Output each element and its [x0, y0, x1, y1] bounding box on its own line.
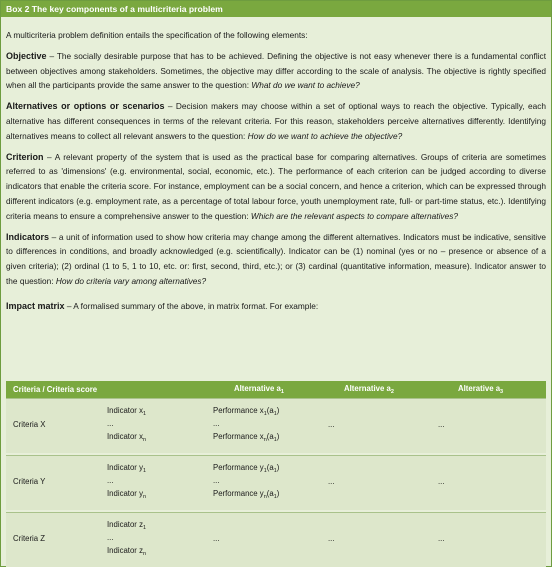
box-title: Box 2 The key components of a multicriteria problem — [1, 1, 551, 17]
indicator-first: Indicator $z_1$ — [107, 520, 147, 531]
header-alternative-2: Alternative $a_2$ — [344, 384, 394, 395]
matrix-row-criteria-y — [6, 455, 546, 510]
section-question: How do criteria vary among alternatives? — [55, 275, 207, 286]
section-body: – The socially desirable purpose that has to be achieved. Defining the objective is not easy whenever there is a fundamental conflict between objectives among stakeholders. Sometimes, the objective may differ according to the scale of analysis. The objective is rightly specified when all the participants provide the same answer to the question: — [6, 50, 546, 91]
section-alternatives — [6, 99, 546, 143]
section-body: – Decision makers may choose within a set of optional ways to reach the objective. Typically, each alternative has different consequences in terms of the relevant criteria. For this reason, stakeholders perceive alternatives differently. Identifying alternatives means to collect all relevant answers to the question: — [6, 101, 546, 141]
indicator-first: Indicator $y_1$ — [107, 463, 147, 474]
matrix-row-criteria-x — [6, 398, 546, 453]
intro-text: A multicriteria problem definition entails the specification of the following elements: — [6, 30, 308, 40]
matrix-header-row — [6, 381, 546, 398]
section-question: How do we want to achieve the objective? — [247, 130, 403, 141]
header-criteria: Criteria / Criteria score — [13, 385, 98, 394]
performance-ellipsis: ... — [213, 476, 220, 485]
indicator-last: Indicator $z_n$ — [107, 546, 147, 557]
term-objective: Objective — [6, 50, 47, 61]
term-indicators: Indicators — [6, 231, 50, 242]
section-impact-matrix — [6, 299, 546, 314]
performance-ellipsis: ... — [213, 419, 220, 428]
alt2-ellipsis: ... — [328, 477, 335, 486]
performance-last: Performance $x_n(a_1)$ — [213, 432, 280, 443]
section-body: – a unit of information used to show how criteria may change among the different alternatives. Indicators must be indicative, sensitive to differences in conditions, and broadly acknowledged (e.g. scientifically). Indicator can be (1) nominal (yes or no – presence or absence of a given criteria); (2) ordinal (1 to 5, 1 to 10, etc. or: first, second, third, etc.); or (3) cardinal (quantitative information, measure). Indicator answer to the question: — [6, 231, 546, 286]
criteria-label: Criteria Y — [13, 477, 46, 486]
indicator-last: Indicator $y_n$ — [107, 489, 147, 500]
section-objective — [6, 49, 546, 93]
section-question: What do we want to achieve? — [251, 80, 360, 91]
indicator-ellipsis: ... — [107, 419, 114, 428]
indicator-ellipsis: ... — [107, 476, 114, 485]
performance-last: Performance $y_n(a_1)$ — [213, 489, 280, 500]
performance-first: Performance $x_1(a_1)$ — [213, 406, 280, 417]
header-alternative-3: Alterative $a_3$ — [458, 384, 504, 395]
matrix-row-criteria-z — [6, 512, 546, 567]
indicator-ellipsis: ... — [107, 533, 114, 542]
section-body: – A relevant property of the system that is used as the practical base for comparing alternatives. Groups of criteria are sometimes referred to as 'dimensions' (e.g. environmental, social, economic, etc.). The performance of each criterion can be judged according to diverse indicators that enable the criteria score. For instance, employment can be a social concern, and hence a criterion, which can be expressed through different indicators (e.g. employment rate, as a percentage of total labour force, youth unemployment rate, full- or part-time status, etc.). Identifying criteria means to ensure a comprehensive answer to the question: — [6, 151, 546, 221]
header-alternative-1: Alternative $a_1$ — [234, 384, 284, 395]
section-indicators — [6, 230, 546, 289]
indicator-first: Indicator $x_1$ — [107, 406, 147, 417]
impact-matrix-table — [6, 381, 546, 567]
performance-ellipsis: ... — [213, 534, 220, 543]
term-alternatives: Alternatives or options or scenarios — [6, 101, 165, 112]
alt3-ellipsis: ... — [438, 477, 445, 486]
performance-first: Performance $y_1(a_1)$ — [213, 463, 280, 474]
section-criterion — [6, 150, 546, 224]
alt3-ellipsis: ... — [438, 534, 445, 543]
criteria-label: Criteria Z — [13, 534, 46, 543]
alt3-ellipsis: ... — [438, 420, 445, 429]
term-criterion: Criterion — [6, 151, 44, 162]
alt2-ellipsis: ... — [328, 534, 335, 543]
alt2-ellipsis: ... — [328, 420, 335, 429]
indicator-last: Indicator $x_n$ — [107, 432, 147, 443]
term-impact-matrix: Impact matrix — [6, 300, 65, 311]
section-question: Which are the relevant aspects to compare alternatives? — [250, 210, 458, 221]
box-content — [1, 28, 551, 314]
section-body: – A formalised summary of the above, in matrix format. For example: — [64, 300, 319, 311]
criteria-label: Criteria X — [13, 420, 46, 429]
